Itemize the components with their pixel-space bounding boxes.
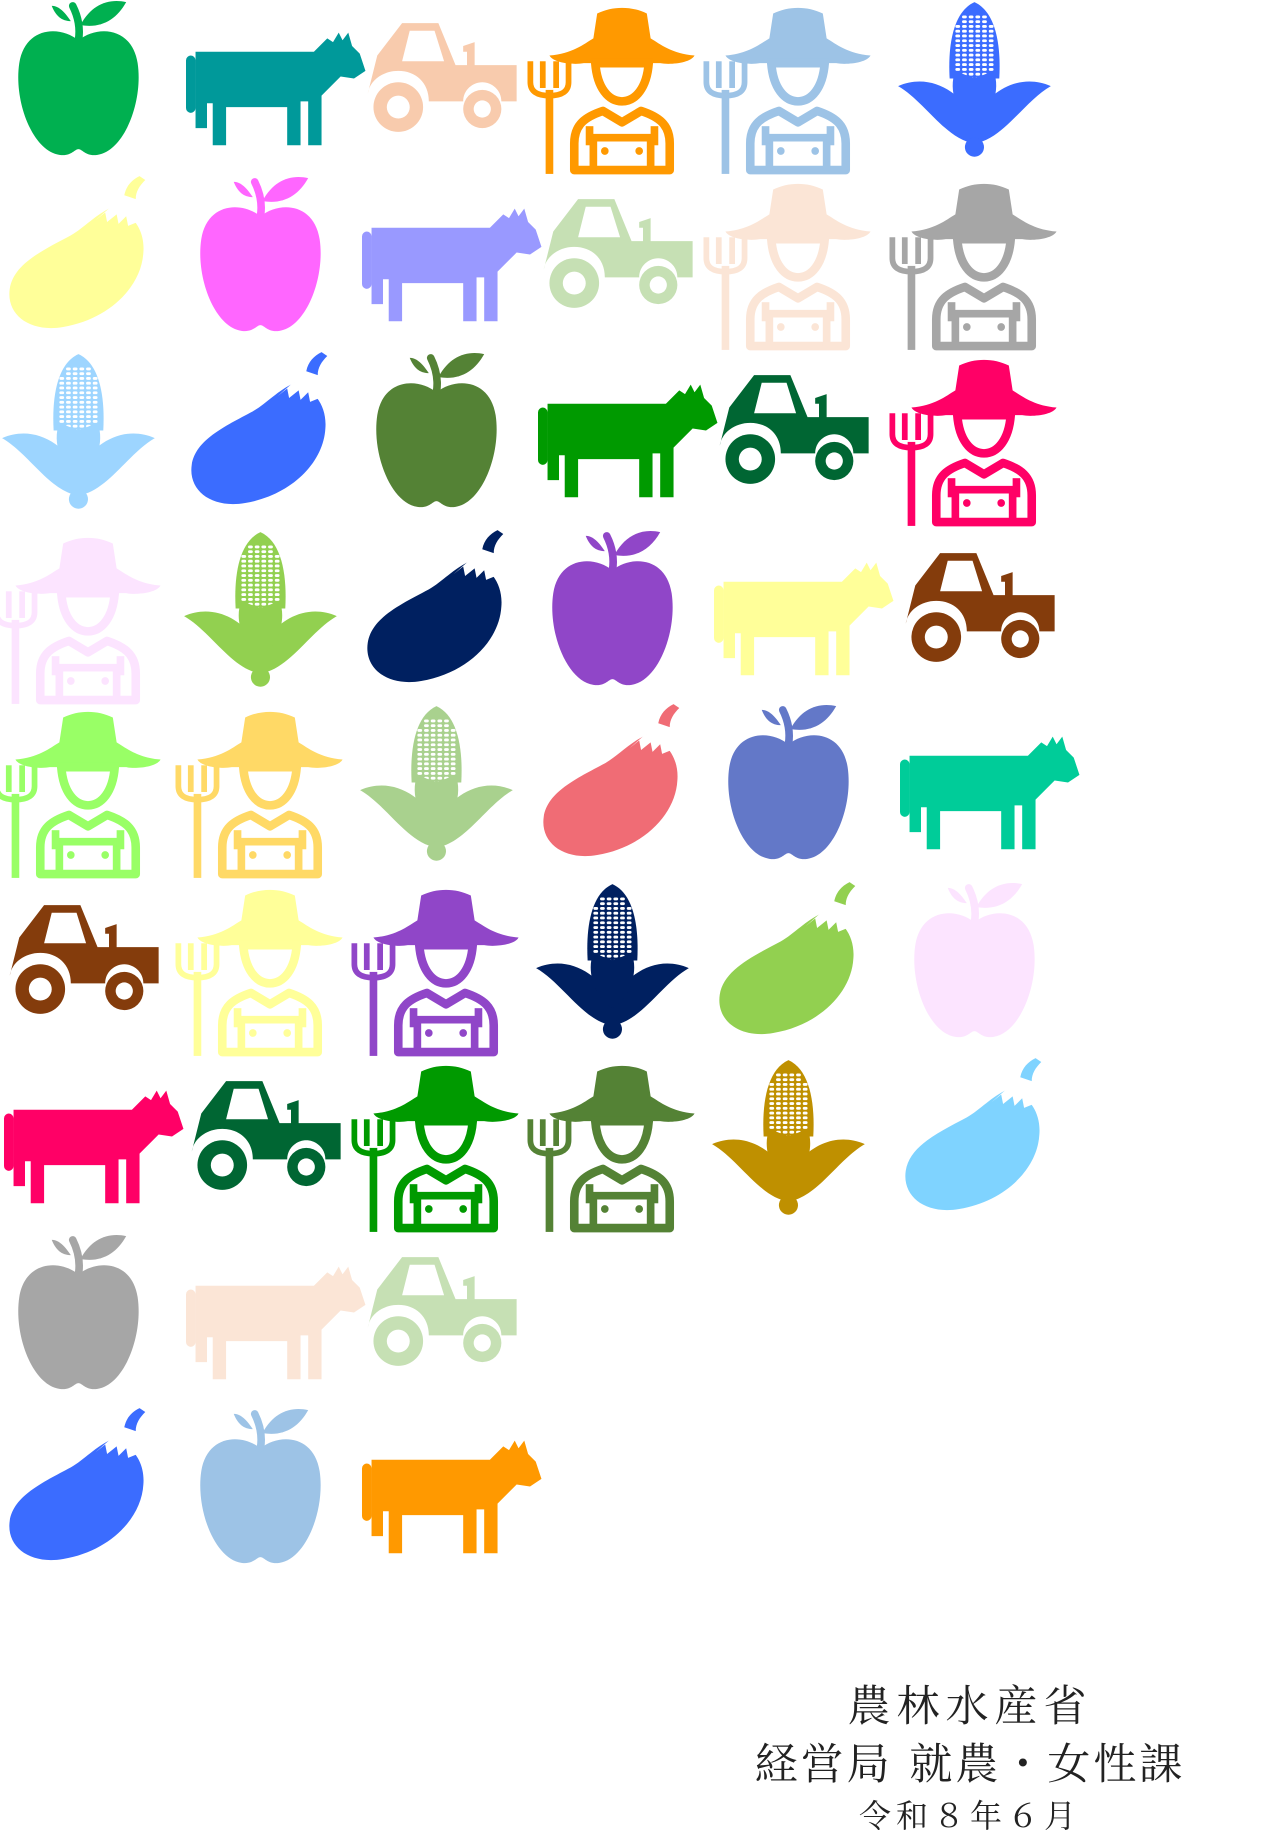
publisher-imprint bbox=[690, 1678, 1250, 1838]
cow-icon bbox=[341, 1391, 551, 1601]
publication-date: 令和８年６月 bbox=[858, 1797, 1081, 1835]
corn-icon bbox=[693, 1041, 903, 1251]
bureau-name: 経営局 就農・女性課 bbox=[754, 1740, 1186, 1790]
ministry-name: 農林水産省 bbox=[847, 1682, 1093, 1732]
eggplant-icon bbox=[879, 1041, 1089, 1251]
